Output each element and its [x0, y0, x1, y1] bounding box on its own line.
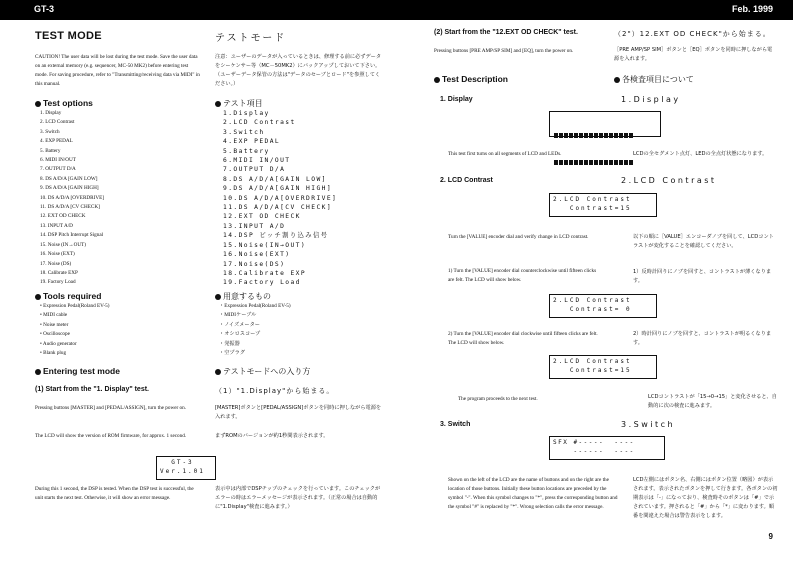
cw-text-ja: 2）時計回りにノブを回すと、コントラストが明るくなります。 [633, 331, 772, 346]
caution-ja: 注意：ユーザーのデータが入っているときは、修理する前に必ずデータをシーケンサー等（MC－50MK2）にバックアップしておいて下さい。（ユーザーデータ保管の方法は"データのセーブとロード"を参照してください。） [215, 54, 382, 87]
entering-heading-en: Entering test mode [35, 366, 120, 376]
test-option-item: 18. Calibrate EXP [40, 269, 78, 276]
switch-heading-en: 3. Switch [440, 421, 471, 428]
lcd-segment [594, 160, 598, 165]
test-option-item: 8. DS A/D/A [GAIN LOW] [40, 175, 98, 182]
description-heading-en: Test Description [434, 74, 508, 84]
contrast-text-en: Turn the [VALUE] encoder dial and verify change in LCD contrast. [448, 234, 589, 240]
lcd-segment [629, 160, 633, 165]
display-text-en: This test first turns on all segments of LCD and LEDs. [448, 151, 562, 157]
dsp-ja: 表示中は内部でDSPチップのチェックを行っています。このチェックがエラーの時はエラーメッセージが表示されます。（正常の場合は自動的に"1.Display"検査に進みます。） [215, 486, 381, 510]
test-option-item: 9. DS A/D/A [GAIN HIGH] [40, 185, 99, 192]
lcd-version: GT-3 Ver.1.01 [156, 456, 216, 480]
lcd-segment [574, 160, 578, 165]
test-option-item-ja: 12.EXT OD CHECK [223, 213, 301, 221]
test-option-item-ja: 15.Noise(IN→OUT) [223, 241, 307, 249]
display-heading-en: 1. Display [440, 96, 473, 103]
lcd-segment [619, 160, 623, 165]
title-ja: テストモード [215, 33, 287, 44]
tool-item-ja: ・オシロスコープ [219, 331, 261, 338]
lcd-segment [609, 160, 613, 165]
tool-item: • Audio generator [40, 340, 110, 349]
tools-heading-en: Tools required [35, 291, 101, 301]
lcd-segment [579, 133, 583, 138]
test-option-item: 7. OUTPUT D/A [40, 166, 76, 173]
cw-text-en: 2) Turn the [VALUE] encoder dial clockwise until fifteen clicks are felt. The LCD will show below. [448, 331, 598, 346]
test-option-item: 3. Switch [40, 128, 60, 135]
rom-ja: まずROMのバージョンが約1秒間表示されます。 [215, 433, 329, 439]
tools-list-en [40, 302, 110, 358]
lcd-segment [554, 133, 558, 138]
test-option-item: 5. Battery [40, 147, 61, 154]
proceed-text-en: The program proceeds to the next test. [458, 396, 538, 402]
lcd-segment [629, 133, 633, 138]
test-option-item-ja: 8.DS A/D/A[GAIN LOW] [223, 175, 327, 183]
contrast-heading-ja: 2.LCD Contrast [621, 176, 717, 185]
test-option-item: 12. EXT OD CHECK [40, 213, 86, 220]
test-option-item: 11. DS A/D/A [CV CHECK] [40, 204, 100, 211]
date-label: Feb. 1999 [731, 4, 773, 14]
test-option-item: 19. Factory Load [40, 279, 76, 286]
test-option-item-ja: 13.INPUT A/D [223, 222, 286, 230]
lcd-segment [619, 133, 623, 138]
rom-en: The LCD will show the version of ROM firmware, for approx. 1 second. [35, 433, 187, 439]
lcd-segment [609, 133, 613, 138]
press-ja: [MASTER]ボタンと[PEDAL/ASSIGN]ボタンを同時に押しながら電源を入れます。 [215, 405, 382, 420]
lcd-segment [559, 133, 563, 138]
bullet-icon [35, 101, 41, 107]
test-option-item: 6. MIDI IN/OUT [40, 157, 76, 164]
tool-item-ja: ・空プラグ [219, 350, 245, 357]
lcd-segment [614, 133, 618, 138]
caution-en: CAUTION! The user data will be lost during the test mode. Save the user data on an external memory (e.g. sequencer, MC-50 MK2) before entering test mode. For saving procedure, refer to "Transmitting/receiving data via MIDI" in this manual. [35, 54, 200, 87]
description-heading-ja: 各検査項目について [614, 74, 694, 85]
contrast-heading-en: 2. LCD Contrast [440, 177, 493, 184]
switch-text-en: Shown on the left of the LCD are the name of buttons and on the right are the location of those buttons. Initially these button locations are preceded by the symbol "-". When this symbol changes to "*", press the corresponding button and the symbol "#" is replaced by "*". Wrong selection calls the error message. [448, 477, 618, 510]
test-option-item-ja: 18.Calibrate EXP [223, 269, 307, 277]
page-number: 9 [768, 532, 773, 541]
display-text-ja: LCDの全セグメント点灯、LEDの全点灯状態になります。 [633, 151, 768, 157]
test-option-item-ja: 2.LCD Contrast [223, 119, 296, 127]
tool-item-ja: ・ノイズメーター [219, 321, 260, 328]
tool-item: • Blank plug [40, 349, 110, 358]
test-option-item-ja: 14.DSP ピッチ割り込み信号 [223, 232, 329, 240]
press12-ja: ［PRE AMP/SP SIM］ボタンと［EQ］ボタンを同時に押しながら電源を入れます。 [614, 47, 773, 62]
lcd-segment [559, 160, 563, 165]
lcd-segment [579, 160, 583, 165]
header-bar [0, 0, 793, 20]
test-option-item-ja: 4.EXP PEDAL [223, 138, 281, 146]
test-option-item: 2. LCD Contrast [40, 119, 75, 126]
ccw-text-en: 1) Turn the [VALUE] encoder dial counterclockwise until fifteen clicks are felt. The LCD will show below. [448, 268, 597, 283]
lcd-segment [569, 133, 573, 138]
lcd-segment [554, 160, 558, 165]
tool-item: • Noise meter [40, 321, 110, 330]
lcd-segment [604, 160, 608, 165]
lcd-segment [624, 133, 628, 138]
test-option-item: 13. INPUT A/D [40, 222, 73, 229]
lcd-contrast-initial: 2.LCD Contrast Contrast=15 [549, 193, 657, 217]
options-list-ja [223, 109, 337, 288]
test-option-item-ja: 17.Noise(DS) [223, 260, 286, 268]
lcd-segment [584, 133, 588, 138]
ccw-text-ja: 1）反時計回りにノブを回すと、コントラストが薄くなります。 [633, 269, 772, 284]
bullet-icon [614, 77, 620, 83]
contrast-text-ja: 以下の順に［VALUE］エンコーダノブを回して、LCDコントラストが変化することを確認してください。 [633, 234, 774, 249]
lcd-segment [614, 160, 618, 165]
dsp-en: During this 1 second, the DSP is tested. When the DSP test is successful, the unit starts the next test. Otherwise, it will show an error message. [35, 486, 194, 501]
proceed-text-ja: LCDコントラストが「15→0→15」と変化させると、自動的に次の検査に進みます。 [648, 394, 777, 409]
start12-ja: （2"）12.EXT OD CHECK"から始まる。 [614, 30, 771, 38]
lcd-segment [564, 160, 568, 165]
lcd-segment [624, 160, 628, 165]
test-option-item: 10. DS A/D/A [OVERDRIVE] [40, 194, 104, 201]
test-option-item: 15. Noise (IN→OUT) [40, 241, 86, 248]
bullet-icon [215, 101, 221, 107]
switch-heading-ja: 3.Switch [621, 420, 676, 429]
tool-item-ja: ・発振器 [219, 340, 240, 347]
lcd-segment [584, 160, 588, 165]
test-option-item: 17. Noise (DS) [40, 260, 72, 267]
options-list-en [40, 109, 104, 288]
lcd-switch: SFX #----- ---- ------ ---- [549, 436, 665, 460]
lcd-segment [594, 133, 598, 138]
bullet-icon [35, 294, 41, 300]
tool-item: • Oscilloscope [40, 330, 110, 339]
bullet-icon [215, 294, 221, 300]
test-option-item-ja: 19.Factory Load [223, 279, 301, 287]
lcd-segment [564, 133, 568, 138]
lcd-segment [599, 133, 603, 138]
press-en: Pressing buttons [MASTER] and [PEDAL/ASSIGN], turn the power on. [35, 405, 187, 411]
test-option-item: 1. Display [40, 110, 62, 116]
tool-item: • MIDI cable [40, 311, 110, 320]
press12-en: Pressing buttons [PRE AMP/SP SIM] and [EQ], turn the power on. [434, 48, 574, 54]
lcd-contrast-max: 2.LCD Contrast Contrast=15 [549, 355, 657, 379]
tools-list-ja [219, 302, 291, 358]
lcd-all-segments [549, 111, 661, 137]
bullet-icon [215, 369, 221, 375]
lcd-segment-row [554, 160, 656, 165]
test-option-item: 4. EXP PEDAL [40, 138, 73, 145]
lcd-segment [604, 133, 608, 138]
test-option-item-ja: 7.OUTPUT D/A [223, 166, 286, 174]
bullet-icon [434, 77, 440, 83]
lcd-contrast-min: 2.LCD Contrast Contrast= 0 [549, 294, 657, 318]
start1-en: (1) Start from the "1. Display" test. [35, 386, 149, 393]
test-option-item-ja: 1.Display [223, 110, 270, 117]
lcd-segment [569, 160, 573, 165]
model-label: GT-3 [34, 4, 55, 14]
lcd-segment-row [554, 133, 656, 138]
display-heading-ja: 1.Display [621, 95, 681, 104]
start12-en: (2) Start from the "12.EXT OD CHECK" test. [434, 29, 578, 36]
tools-heading-ja: 用意するもの [215, 291, 271, 302]
start1-ja: （1）"1.Display"から始まる。 [215, 387, 335, 395]
test-option-item-ja: 5.Battery [223, 147, 270, 155]
lcd-segment [574, 133, 578, 138]
tool-item-ja: ・Expression Pedal(Roland EV-5) [219, 303, 291, 309]
test-option-item-ja: 16.Noise(EXT) [223, 251, 291, 259]
test-option-item: 16. Noise (EXT) [40, 251, 75, 258]
test-option-item-ja: 6.MIDI IN/OUT [223, 157, 291, 165]
test-option-item-ja: 9.DS A/D/A[GAIN HIGH] [223, 185, 333, 193]
tool-item: • Expression Pedal(Roland EV-5) [40, 302, 110, 311]
lcd-segment [599, 160, 603, 165]
options-heading-ja: テスト項目 [215, 98, 263, 109]
entering-heading-ja: テストモードへの入り方 [215, 366, 310, 377]
test-option-item-ja: 3.Switch [223, 128, 265, 136]
bullet-icon [35, 369, 41, 375]
test-option-item: 14. DSP Pitch Interrupt Signal [40, 232, 104, 239]
title-en: TEST MODE [35, 30, 102, 42]
test-option-item-ja: 10.DS A/D/A[OVERDRIVE] [223, 194, 338, 202]
test-option-item-ja: 11.DS A/D/A[CV CHECK] [223, 204, 333, 212]
options-heading-en: Test options [35, 98, 93, 108]
switch-text-ja: LCD左側にはボタン名、右側にはボタン位置（略図）が表示されます。表示されたボタンを押して行きます。各ボタンの初期表示は「-」になっており、検査時そのボタンは「#」で示されています。押されると「#」から「*」に変わります。順番を間違えた場合は警告表示をします。 [633, 477, 778, 519]
tool-item-ja: ・MIDIケーブル [219, 312, 257, 319]
lcd-segment [589, 133, 593, 138]
lcd-segment [589, 160, 593, 165]
